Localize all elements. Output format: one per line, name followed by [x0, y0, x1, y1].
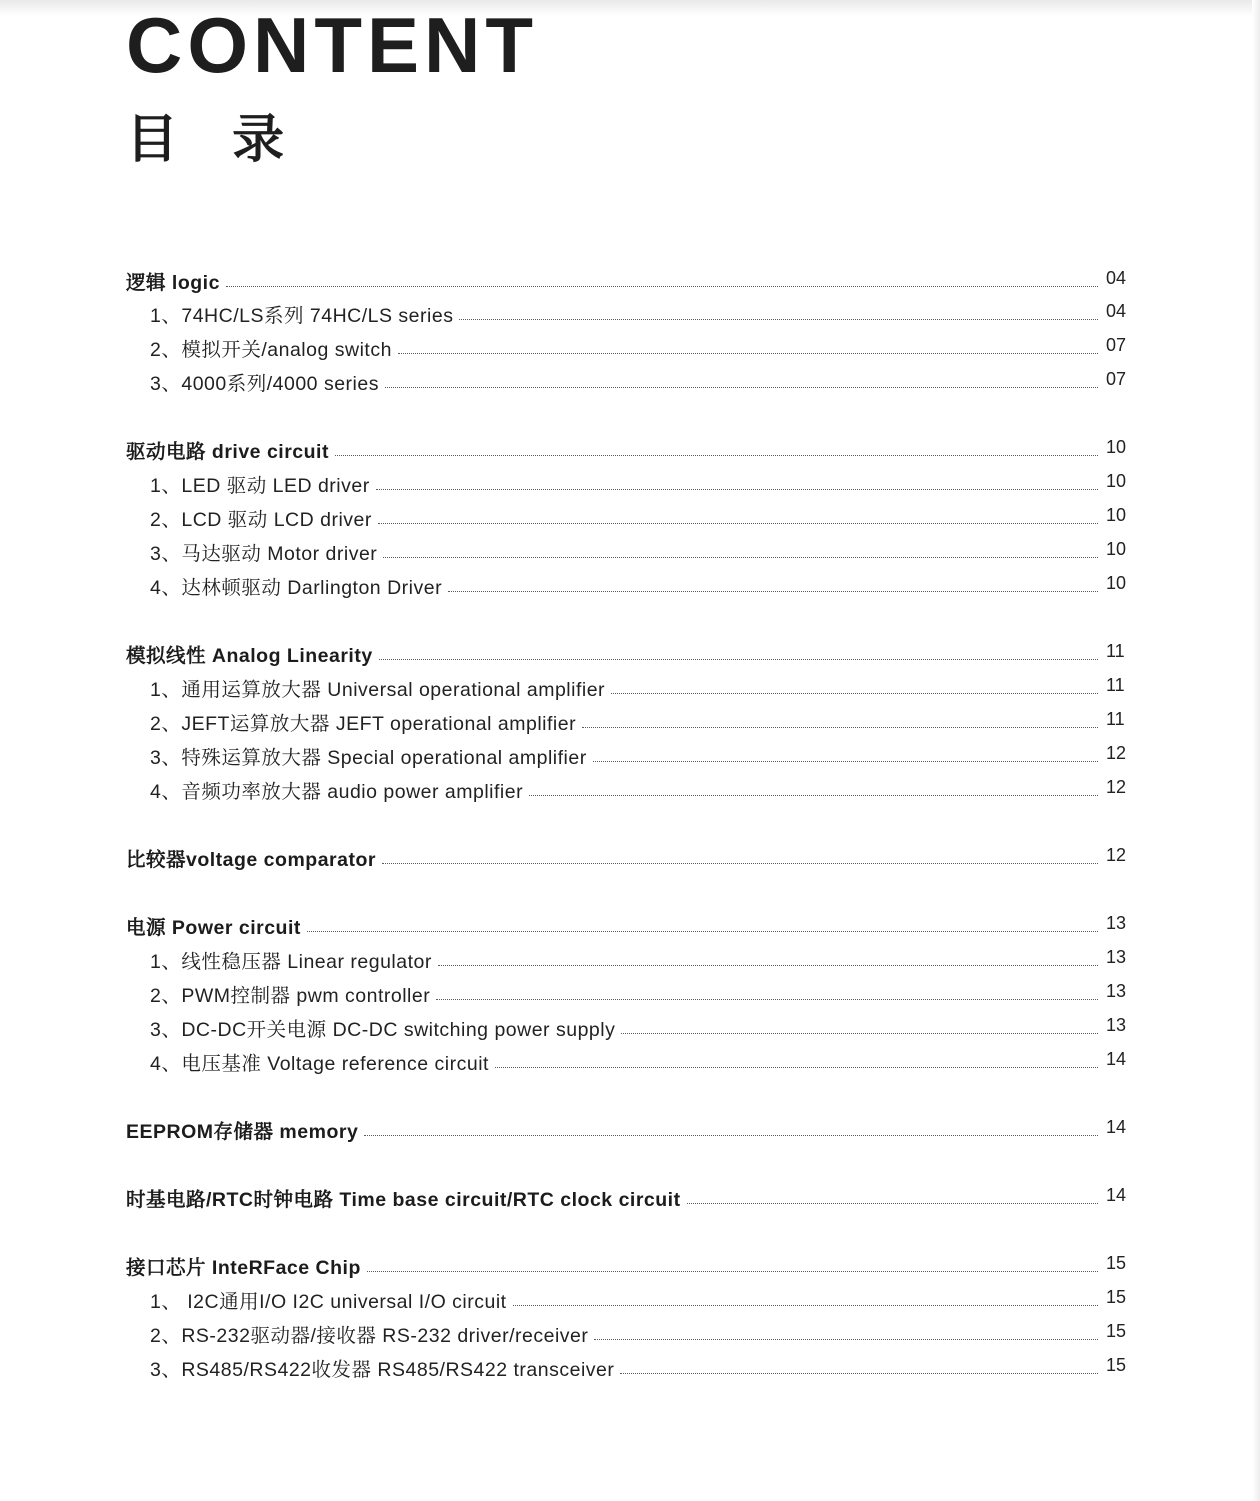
- dot-leader: [448, 591, 1098, 592]
- toc-entry[interactable]: [150, 502, 1130, 532]
- toc-entry-page: 13: [1106, 947, 1127, 967]
- dot-leader: [382, 863, 1098, 864]
- toc-entry-label: 3、特殊运算放大器 Special operational amplifier: [150, 747, 587, 769]
- toc-entry[interactable]: [150, 366, 1130, 396]
- toc-entry-page: 14: [1106, 1049, 1127, 1069]
- dot-leader: [594, 1339, 1098, 1340]
- toc-entry-label: EEPROM存储器 memory: [126, 1121, 359, 1143]
- toc-entry-page: 04: [1106, 301, 1127, 321]
- toc-entry-page: 13: [1106, 1015, 1127, 1035]
- toc-entry-label: 1、线性稳压器 Linear regulator: [150, 951, 432, 973]
- dot-leader: [687, 1203, 1098, 1204]
- toc-entry-page: 10: [1106, 505, 1127, 525]
- toc-entry[interactable]: [150, 740, 1130, 770]
- toc-entry-label: 2、模拟开关/analog switch: [150, 339, 392, 361]
- dot-leader: [620, 1373, 1098, 1374]
- dot-leader: [621, 1033, 1098, 1034]
- toc-entry-page: 15: [1106, 1355, 1127, 1375]
- toc-entry[interactable]: [126, 1114, 1130, 1144]
- toc-entry-page: 04: [1106, 268, 1127, 288]
- dot-leader: [307, 931, 1098, 932]
- toc-entry-page: 15: [1106, 1253, 1127, 1273]
- toc-entry-label: 2、RS-232驱动器/接收器 RS-232 driver/receiver: [150, 1325, 589, 1347]
- toc-entry[interactable]: [150, 1046, 1130, 1076]
- toc-entry-page: 10: [1106, 471, 1127, 491]
- toc-entry-page: 10: [1106, 539, 1127, 559]
- toc-entry-page: 12: [1106, 777, 1127, 797]
- dot-leader: [513, 1305, 1098, 1306]
- toc-entry-label: 比较器voltage comparator: [126, 849, 376, 871]
- toc-entry[interactable]: [126, 265, 1130, 295]
- toc-entry[interactable]: [150, 468, 1130, 498]
- toc-entry-page: 12: [1106, 845, 1127, 865]
- toc-entry-label: 3、RS485/RS422收发器 RS485/RS422 transceiver: [150, 1359, 615, 1381]
- toc-entry-label: 接口芯片 InteRFace Chip: [126, 1257, 361, 1279]
- toc-entry-page: 13: [1106, 981, 1127, 1001]
- toc-entry-page: 10: [1106, 437, 1127, 457]
- toc-entry-label: 1、 I2C通用I/O I2C universal I/O circuit: [150, 1291, 507, 1313]
- toc-entry-label: 2、JEFT运算放大器 JEFT operational amplifier: [150, 713, 577, 735]
- toc-entry[interactable]: [150, 1352, 1130, 1382]
- toc-entry[interactable]: [150, 1012, 1130, 1042]
- dot-leader: [611, 693, 1098, 694]
- toc-entry[interactable]: [126, 910, 1130, 940]
- dot-leader: [383, 557, 1098, 558]
- toc-entry-page: 15: [1106, 1321, 1127, 1341]
- dot-leader: [438, 965, 1098, 966]
- page-title-chinese: 目 录: [126, 110, 303, 170]
- toc-entry[interactable]: [126, 1250, 1130, 1280]
- toc-entry-label: 1、74HC/LS系列 74HC/LS series: [150, 305, 454, 327]
- dot-leader: [459, 319, 1098, 320]
- toc-entry-page: 13: [1106, 913, 1127, 933]
- toc-entry-page: 07: [1106, 335, 1127, 355]
- toc-entry-label: 4、音频功率放大器 audio power amplifier: [150, 781, 524, 803]
- page-title-english: CONTENT: [126, 1, 538, 89]
- dot-leader: [364, 1135, 1098, 1136]
- dot-leader: [436, 999, 1098, 1000]
- toc-entry-label: 2、LCD 驱动 LCD driver: [150, 509, 372, 531]
- toc-entry[interactable]: [150, 332, 1130, 362]
- toc-entry-page: 14: [1106, 1117, 1127, 1137]
- toc-entry[interactable]: [150, 536, 1130, 566]
- toc-entry-page: 14: [1106, 1185, 1127, 1205]
- toc-entry-label: 驱动电路 drive circuit: [126, 441, 329, 463]
- toc-entry[interactable]: [150, 774, 1130, 804]
- dot-leader: [367, 1271, 1098, 1272]
- toc-entry[interactable]: [150, 1318, 1130, 1348]
- toc-entry[interactable]: [150, 672, 1130, 702]
- toc-entry-page: 11: [1106, 675, 1125, 695]
- dot-leader: [378, 523, 1098, 524]
- toc-entry-page: 11: [1106, 709, 1125, 729]
- toc-entry[interactable]: [150, 1284, 1130, 1314]
- dot-leader: [335, 455, 1098, 456]
- toc-entry-label: 模拟线性 Analog Linearity: [126, 645, 373, 667]
- toc-entry[interactable]: [126, 842, 1130, 872]
- dot-leader: [529, 795, 1098, 796]
- toc-entry[interactable]: [150, 944, 1130, 974]
- dot-leader: [495, 1067, 1098, 1068]
- toc-entry-label: 1、LED 驱动 LED driver: [150, 475, 370, 497]
- toc-entry-label: 3、马达驱动 Motor driver: [150, 543, 378, 565]
- dot-leader: [379, 659, 1098, 660]
- toc-entry-label: 4、达林顿驱动 Darlington Driver: [150, 577, 443, 599]
- toc-entry[interactable]: [150, 298, 1130, 328]
- dot-leader: [385, 387, 1098, 388]
- toc-entry-page: 07: [1106, 369, 1127, 389]
- right-edge-shadow: [1252, 0, 1260, 1501]
- dot-leader: [398, 353, 1098, 354]
- dot-leader: [582, 727, 1098, 728]
- toc-entry[interactable]: [150, 706, 1130, 736]
- toc-entry-label: 1、通用运算放大器 Universal operational amplifier: [150, 679, 606, 701]
- toc-entry-label: 逻辑 logic: [126, 272, 220, 294]
- toc-entry-label: 3、DC-DC开关电源 DC-DC switching power supply: [150, 1019, 616, 1041]
- toc-entry-page: 12: [1106, 743, 1127, 763]
- toc-entry-label: 2、PWM控制器 pwm controller: [150, 985, 431, 1007]
- toc-entry[interactable]: [150, 978, 1130, 1008]
- toc-entry-page: 10: [1106, 573, 1127, 593]
- dot-leader: [593, 761, 1098, 762]
- toc-entry-page: 15: [1106, 1287, 1127, 1307]
- toc-entry-label: 4、电压基准 Voltage reference circuit: [150, 1053, 489, 1075]
- toc-entry[interactable]: [126, 1182, 1130, 1212]
- toc-entry-label: 时基电路/RTC时钟电路 Time base circuit/RTC clock circuit: [126, 1189, 681, 1211]
- toc-entry-page: 11: [1106, 641, 1125, 661]
- toc-entry[interactable]: [150, 570, 1130, 600]
- dot-leader: [226, 286, 1098, 287]
- toc-entry-label: 电源 Power circuit: [126, 917, 301, 939]
- toc-entry-label: 3、4000系列/4000 series: [150, 373, 379, 395]
- dot-leader: [376, 489, 1098, 490]
- toc-entry[interactable]: [126, 434, 1130, 464]
- toc-entry[interactable]: [126, 638, 1130, 668]
